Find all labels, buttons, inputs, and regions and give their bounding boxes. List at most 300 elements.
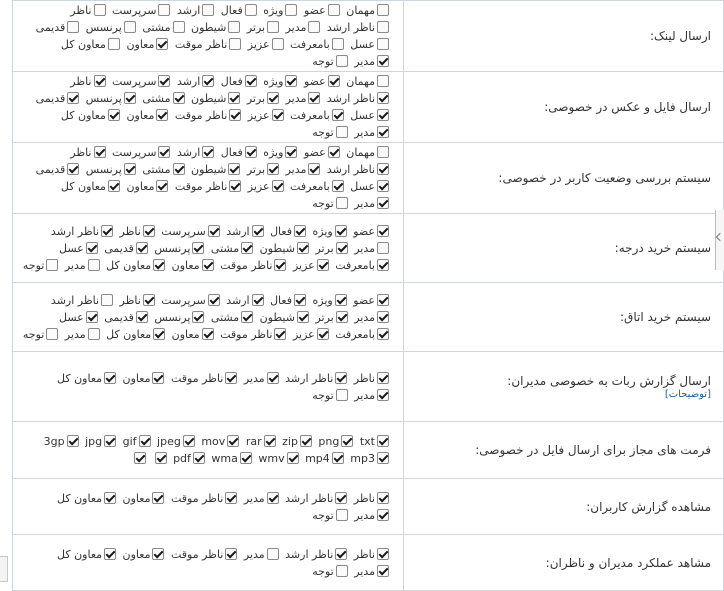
checkbox[interactable] <box>104 372 116 384</box>
checkbox[interactable] <box>308 163 320 175</box>
role-option[interactable] <box>171 490 237 507</box>
checkbox[interactable] <box>245 75 257 87</box>
role-option[interactable] <box>153 450 167 467</box>
checkbox[interactable] <box>377 92 389 104</box>
checkbox[interactable] <box>317 328 329 340</box>
checkbox[interactable] <box>336 311 348 323</box>
role-option[interactable] <box>312 387 347 404</box>
checkbox[interactable] <box>225 548 237 560</box>
role-option[interactable] <box>350 450 389 467</box>
setting-label: فرمت های مجاز برای ارسال فایل در خصوصی: <box>475 443 711 457</box>
role-option[interactable] <box>106 257 165 274</box>
checkbox[interactable] <box>153 259 165 271</box>
checkbox[interactable] <box>104 548 116 560</box>
role-option[interactable] <box>221 2 257 19</box>
checkbox[interactable] <box>335 294 347 306</box>
role-option[interactable] <box>258 450 298 467</box>
role-option[interactable] <box>354 240 389 257</box>
checkbox[interactable] <box>229 38 241 50</box>
checkbox[interactable] <box>192 311 204 323</box>
role-option[interactable] <box>260 309 309 326</box>
checkbox[interactable] <box>336 55 348 67</box>
role-option[interactable] <box>191 161 240 178</box>
checkbox[interactable] <box>229 109 241 121</box>
role-option[interactable] <box>350 36 389 53</box>
checkbox[interactable] <box>294 225 306 237</box>
checkbox[interactable] <box>377 197 389 209</box>
role-option[interactable] <box>290 36 344 53</box>
checkbox[interactable] <box>228 92 240 104</box>
role-option[interactable] <box>59 240 98 257</box>
checkbox[interactable] <box>341 435 353 447</box>
checkbox[interactable] <box>328 146 340 158</box>
checkbox[interactable] <box>377 4 389 16</box>
checkbox[interactable] <box>241 311 253 323</box>
role-option[interactable] <box>286 161 321 178</box>
checkbox[interactable] <box>285 75 297 87</box>
checkbox[interactable] <box>156 109 168 121</box>
checkbox[interactable] <box>377 163 389 175</box>
role-option[interactable] <box>327 161 389 178</box>
checkbox[interactable] <box>377 452 389 464</box>
checkbox[interactable] <box>86 242 98 254</box>
checkbox[interactable] <box>173 163 185 175</box>
role-option[interactable] <box>57 546 116 563</box>
role-option[interactable] <box>104 240 148 257</box>
role-option[interactable] <box>112 2 170 19</box>
checkbox[interactable] <box>377 548 389 560</box>
checkbox[interactable] <box>267 21 279 33</box>
role-option[interactable] <box>263 144 297 161</box>
role-option[interactable] <box>86 90 136 107</box>
checkbox[interactable] <box>46 328 58 340</box>
checkbox[interactable] <box>108 38 120 50</box>
role-option[interactable] <box>171 370 237 387</box>
role-option[interactable] <box>65 257 100 274</box>
role-option[interactable] <box>315 240 347 257</box>
checkbox[interactable] <box>377 259 389 271</box>
role-option[interactable] <box>312 507 347 524</box>
checkbox[interactable] <box>335 225 347 237</box>
checkbox[interactable] <box>156 180 168 192</box>
role-option[interactable] <box>191 19 240 36</box>
role-option[interactable] <box>354 195 389 212</box>
role-option[interactable] <box>304 73 340 90</box>
checkbox[interactable] <box>225 492 237 504</box>
role-option[interactable] <box>247 161 279 178</box>
checkbox[interactable] <box>377 225 389 237</box>
role-option[interactable] <box>346 2 389 19</box>
role-option[interactable] <box>177 144 214 161</box>
role-option[interactable] <box>354 563 389 580</box>
checkbox[interactable] <box>208 294 220 306</box>
role-option[interactable] <box>293 257 329 274</box>
role-option[interactable] <box>354 370 389 387</box>
checkbox[interactable] <box>229 180 241 192</box>
role-option[interactable] <box>248 107 284 124</box>
role-option[interactable] <box>70 73 105 90</box>
role-option[interactable] <box>154 309 204 326</box>
role-option[interactable] <box>173 450 205 467</box>
checkbox[interactable] <box>328 75 340 87</box>
checkbox[interactable] <box>202 4 214 16</box>
role-option[interactable] <box>61 36 120 53</box>
role-option[interactable] <box>315 309 347 326</box>
role-option[interactable] <box>354 546 389 563</box>
role-option[interactable] <box>44 433 79 450</box>
role-option[interactable] <box>112 73 170 90</box>
role-option[interactable] <box>157 433 195 450</box>
checkbox[interactable] <box>101 294 113 306</box>
checkbox[interactable] <box>183 435 195 447</box>
checkbox[interactable] <box>274 328 286 340</box>
checkbox[interactable] <box>377 509 389 521</box>
checkbox[interactable] <box>335 548 347 560</box>
role-option[interactable] <box>263 2 297 19</box>
role-option[interactable] <box>221 73 257 90</box>
checkbox[interactable] <box>336 509 348 521</box>
role-option[interactable] <box>327 19 389 36</box>
role-option[interactable] <box>177 73 214 90</box>
checkbox[interactable] <box>336 565 348 577</box>
role-option[interactable] <box>61 178 120 195</box>
role-option[interactable] <box>312 563 347 580</box>
checkbox[interactable] <box>101 225 113 237</box>
role-option[interactable] <box>248 36 284 53</box>
role-option[interactable] <box>57 490 116 507</box>
checkbox[interactable] <box>267 92 279 104</box>
checkbox[interactable] <box>202 75 214 87</box>
checkbox[interactable] <box>294 294 306 306</box>
checkbox[interactable] <box>139 435 151 447</box>
checkbox[interactable] <box>124 163 136 175</box>
role-option[interactable] <box>132 450 146 467</box>
role-option[interactable] <box>126 36 168 53</box>
checkbox[interactable] <box>202 259 214 271</box>
checkbox[interactable] <box>173 92 185 104</box>
checkbox[interactable] <box>377 492 389 504</box>
checkbox[interactable] <box>88 328 100 340</box>
role-option[interactable] <box>120 223 155 240</box>
role-option[interactable] <box>353 292 389 309</box>
role-option[interactable] <box>70 2 105 19</box>
help-link[interactable]: [توضیحات] <box>664 388 711 400</box>
checkbox[interactable] <box>272 38 284 50</box>
role-option[interactable] <box>220 257 286 274</box>
checkbox[interactable] <box>228 163 240 175</box>
role-option[interactable] <box>248 178 284 195</box>
checkbox[interactable] <box>336 242 348 254</box>
checkbox[interactable] <box>300 435 312 447</box>
role-option[interactable] <box>286 19 321 36</box>
checkbox[interactable] <box>241 242 253 254</box>
checkbox[interactable] <box>228 21 240 33</box>
role-option[interactable] <box>23 257 58 274</box>
role-option[interactable] <box>85 433 116 450</box>
checkbox[interactable] <box>108 180 120 192</box>
role-option[interactable] <box>51 292 113 309</box>
checkbox[interactable] <box>86 311 98 323</box>
role-option[interactable] <box>57 370 116 387</box>
role-option[interactable] <box>161 292 219 309</box>
role-option[interactable] <box>120 292 155 309</box>
checkbox[interactable] <box>252 225 264 237</box>
checkbox[interactable] <box>108 109 120 121</box>
checkbox[interactable] <box>332 109 344 121</box>
checkbox[interactable] <box>267 548 279 560</box>
role-option[interactable] <box>104 309 148 326</box>
checkbox[interactable] <box>136 242 148 254</box>
checkbox[interactable] <box>124 92 136 104</box>
checkbox[interactable] <box>335 372 347 384</box>
checkbox[interactable] <box>272 109 284 121</box>
checkbox[interactable] <box>377 21 389 33</box>
role-option[interactable] <box>221 144 257 161</box>
role-option[interactable] <box>226 223 263 240</box>
role-option[interactable] <box>211 309 253 326</box>
role-option[interactable] <box>123 546 165 563</box>
role-option[interactable] <box>123 433 151 450</box>
role-option[interactable] <box>211 240 253 257</box>
checkbox[interactable] <box>104 435 116 447</box>
role-option[interactable] <box>142 90 184 107</box>
role-option[interactable] <box>126 107 168 124</box>
role-option[interactable] <box>260 240 309 257</box>
role-option[interactable] <box>177 2 214 19</box>
checkbox[interactable] <box>245 4 257 16</box>
checkbox[interactable] <box>152 372 164 384</box>
role-option[interactable] <box>61 107 120 124</box>
checkbox[interactable] <box>267 163 279 175</box>
role-option[interactable] <box>360 433 389 450</box>
checkbox[interactable] <box>377 180 389 192</box>
role-option[interactable] <box>172 257 214 274</box>
checkbox[interactable] <box>287 452 299 464</box>
checkbox[interactable] <box>136 311 148 323</box>
role-option[interactable] <box>354 53 389 70</box>
role-option[interactable] <box>335 326 389 343</box>
role-option[interactable] <box>59 309 98 326</box>
role-option[interactable] <box>285 490 347 507</box>
checkbox[interactable] <box>143 294 155 306</box>
role-option[interactable] <box>290 107 344 124</box>
role-option[interactable] <box>247 19 279 36</box>
checkbox[interactable] <box>317 259 329 271</box>
checkbox[interactable] <box>124 21 136 33</box>
checkbox[interactable] <box>134 452 146 464</box>
checkbox[interactable] <box>88 259 100 271</box>
checkbox[interactable] <box>377 242 389 254</box>
checkbox[interactable] <box>46 259 58 271</box>
checkbox[interactable] <box>104 492 116 504</box>
checkbox[interactable] <box>377 38 389 50</box>
checkbox[interactable] <box>335 492 347 504</box>
checkbox[interactable] <box>328 4 340 16</box>
checkbox[interactable] <box>158 75 170 87</box>
role-option[interactable] <box>282 433 312 450</box>
role-option[interactable] <box>286 90 321 107</box>
role-option[interactable] <box>350 178 389 195</box>
role-option[interactable] <box>247 90 279 107</box>
role-option[interactable] <box>201 433 239 450</box>
checkbox[interactable] <box>245 146 257 158</box>
role-option[interactable] <box>263 73 297 90</box>
role-option[interactable] <box>244 490 279 507</box>
role-option[interactable] <box>211 450 251 467</box>
checkbox[interactable] <box>156 38 168 50</box>
role-option[interactable] <box>290 178 344 195</box>
checkbox[interactable] <box>67 163 79 175</box>
checkbox[interactable] <box>332 452 344 464</box>
role-option[interactable] <box>126 178 168 195</box>
role-option[interactable] <box>123 490 165 507</box>
role-option[interactable] <box>23 326 58 343</box>
role-option[interactable] <box>354 507 389 524</box>
role-option[interactable] <box>191 90 240 107</box>
role-option[interactable] <box>312 223 346 240</box>
role-option[interactable] <box>70 144 105 161</box>
role-option[interactable] <box>312 53 347 70</box>
checkbox[interactable] <box>193 452 205 464</box>
role-option[interactable] <box>175 178 241 195</box>
checkbox[interactable] <box>272 180 284 192</box>
role-option[interactable] <box>51 223 113 240</box>
role-option[interactable] <box>36 161 80 178</box>
role-option[interactable] <box>318 433 353 450</box>
role-option[interactable] <box>354 309 389 326</box>
checkbox[interactable] <box>377 328 389 340</box>
checkbox[interactable] <box>377 75 389 87</box>
role-option[interactable] <box>244 370 279 387</box>
role-option[interactable] <box>172 326 214 343</box>
checkbox[interactable] <box>225 372 237 384</box>
role-option[interactable] <box>36 90 80 107</box>
checkbox[interactable] <box>267 372 279 384</box>
checkbox[interactable] <box>377 294 389 306</box>
checkbox[interactable] <box>240 452 252 464</box>
role-option[interactable] <box>312 124 347 141</box>
role-option[interactable] <box>175 36 241 53</box>
role-option[interactable] <box>312 195 347 212</box>
role-option[interactable] <box>285 546 347 563</box>
checkbox[interactable] <box>285 4 297 16</box>
checkbox[interactable] <box>267 492 279 504</box>
role-option[interactable] <box>154 240 204 257</box>
role-option[interactable] <box>161 223 219 240</box>
checkbox[interactable] <box>336 126 348 138</box>
role-option[interactable] <box>86 161 136 178</box>
checkbox[interactable] <box>377 435 389 447</box>
checkbox[interactable] <box>173 21 185 33</box>
checkbox[interactable] <box>94 4 106 16</box>
checkbox[interactable] <box>94 146 106 158</box>
resize-corner[interactable] <box>0 556 8 582</box>
role-option[interactable] <box>354 490 389 507</box>
checkbox[interactable] <box>67 435 79 447</box>
checkbox[interactable] <box>285 146 297 158</box>
role-option[interactable] <box>65 326 100 343</box>
role-option[interactable] <box>220 326 286 343</box>
checkbox[interactable] <box>208 225 220 237</box>
checkbox[interactable] <box>336 389 348 401</box>
checkbox[interactable] <box>202 146 214 158</box>
checkbox[interactable] <box>158 4 170 16</box>
role-option[interactable] <box>86 19 136 36</box>
checkbox[interactable] <box>192 242 204 254</box>
role-option[interactable] <box>171 546 237 563</box>
role-option[interactable] <box>106 326 165 343</box>
role-option[interactable] <box>244 546 279 563</box>
role-option[interactable] <box>354 124 389 141</box>
role-option[interactable] <box>270 223 306 240</box>
checkbox[interactable] <box>377 146 389 158</box>
collapse-handle[interactable] <box>715 210 724 270</box>
checkbox[interactable] <box>297 311 309 323</box>
role-option[interactable] <box>226 292 263 309</box>
role-option[interactable] <box>36 19 80 36</box>
role-option[interactable] <box>142 161 184 178</box>
role-option[interactable] <box>246 433 276 450</box>
role-option[interactable] <box>175 107 241 124</box>
role-option[interactable] <box>312 292 346 309</box>
checkbox[interactable] <box>297 242 309 254</box>
checkbox[interactable] <box>264 435 276 447</box>
role-option[interactable] <box>293 326 329 343</box>
checkbox[interactable] <box>153 328 165 340</box>
role-option[interactable] <box>327 90 389 107</box>
checkbox[interactable] <box>274 259 286 271</box>
checkbox[interactable] <box>158 146 170 158</box>
role-option[interactable] <box>346 73 389 90</box>
role-option[interactable] <box>285 370 347 387</box>
checkbox[interactable] <box>377 311 389 323</box>
role-option[interactable] <box>304 2 340 19</box>
checkbox[interactable] <box>152 492 164 504</box>
role-option[interactable] <box>346 144 389 161</box>
role-option[interactable] <box>112 144 170 161</box>
checkbox[interactable] <box>377 372 389 384</box>
checkbox[interactable] <box>67 21 79 33</box>
checkbox[interactable] <box>377 126 389 138</box>
checkbox[interactable] <box>94 75 106 87</box>
role-option[interactable] <box>304 144 340 161</box>
checkbox[interactable] <box>202 328 214 340</box>
checkbox[interactable] <box>332 38 344 50</box>
role-option[interactable] <box>123 370 165 387</box>
role-option[interactable] <box>353 223 389 240</box>
role-option[interactable] <box>142 19 184 36</box>
checkbox[interactable] <box>155 452 167 464</box>
checkbox[interactable] <box>227 435 239 447</box>
checkbox[interactable] <box>377 389 389 401</box>
checkbox[interactable] <box>377 55 389 67</box>
role-option[interactable] <box>350 107 389 124</box>
role-option[interactable] <box>305 450 344 467</box>
role-option[interactable] <box>354 387 389 404</box>
checkbox[interactable] <box>143 225 155 237</box>
checkbox[interactable] <box>308 21 320 33</box>
checkbox[interactable] <box>377 565 389 577</box>
checkbox[interactable] <box>152 548 164 560</box>
checkbox[interactable] <box>252 294 264 306</box>
checkbox[interactable] <box>332 180 344 192</box>
checkbox[interactable] <box>308 92 320 104</box>
checkbox[interactable] <box>67 92 79 104</box>
role-option[interactable] <box>270 292 306 309</box>
checkbox[interactable] <box>336 197 348 209</box>
checkbox[interactable] <box>377 109 389 121</box>
role-option[interactable] <box>335 257 389 274</box>
